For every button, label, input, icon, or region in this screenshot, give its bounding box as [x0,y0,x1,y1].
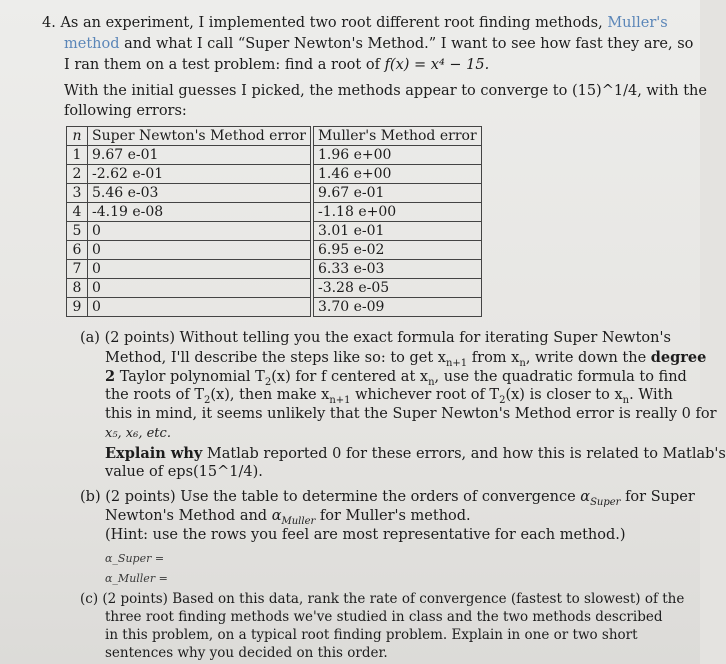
table-row: 5 0 3.01 e-01 [67,222,482,241]
muller-link[interactable]: Muller's [607,15,668,31]
part-b-line-1: (b) (2 points) Use the table to determine the orders of convergence $\alpha_{Super}$ for Super [80,489,695,508]
part-c-line-4: sentences why you decided on this order. [105,645,388,661]
part-a-line-4: the roots of $T_2(x)$, then make $x_{n+1}$ whichever root of $T_2(x)$ is closer to $x_n$. With [105,387,673,406]
alpha-muller-answer[interactable]: α_Muller = [105,572,168,585]
muller-link-continued[interactable]: method [64,36,120,52]
table-row: 9 0 3.70 e-09 [67,298,482,317]
problem-intro-line-2: method and what I call “Super Newton's Method.” I want to see how fast they are, so [64,36,694,52]
problem-intro-line-1: 4. As an experiment, I implemented two root different root finding methods, Muller's [42,15,668,31]
table-row: 2 -2.62 e-01 1.46 e+00 [67,165,482,184]
part-a-line-5: this in mind, it seems unlikely that the Super Newton's Method error is really 0 for [105,406,717,422]
header-super-newton: Super Newton's Method error [88,127,311,146]
alpha-super-answer[interactable]: α_Super = [105,552,165,565]
table-row: 6 0 6.95 e-02 [67,241,482,260]
table-row: 1 9.67 e-01 1.96 e+00 [67,146,482,165]
initial-guesses-line-2: following errors: [64,103,187,119]
part-a-line-3: 2 Taylor polynomial $T_2(x)$ for f centered at $x_n$, use the quadratic formula to find [105,368,687,388]
table-row: 7 0 6.33 e-03 [67,260,482,279]
error-table [66,126,482,317]
table-row: 8 0 -3.28 e-05 [67,279,482,298]
table-row: 4 -4.19 e-08 -1.18 e+00 [67,203,482,222]
part-b-hint: (Hint: use the rows you feel are most representative for each method.) [105,527,626,543]
problem-number: 4. [42,15,56,31]
part-c-line-1: (c) (2 points) Based on this data, rank the rate of convergence (fastest to slowest) of the [80,591,685,607]
part-a-line-7: Explain why Matlab reported 0 for these errors, and how this is related to Matlab's [105,445,726,462]
part-c-line-3: in this problem, on a typical root finding problem. Explain in one or two short [105,627,638,643]
part-a-line-2: Method, I'll describe the steps like so: to get $x_{n+1}$ from $x_n$, write down the degree [105,349,707,369]
part-b-line-2: Newton's Method and $\alpha_{Muller}$ for Muller's method. [105,508,471,527]
part-a-line-8: value of eps(15^1/4). [105,464,263,480]
function-formula: f(x) = x⁴ − 15. [384,57,490,73]
part-a-line-6: x₅, x₆, etc. [105,426,171,441]
table-header-row [67,127,482,146]
initial-guesses-line-1: With the initial guesses I picked, the methods appear to converge to (15)^1/4, with the [64,83,707,99]
header-n: n [67,127,88,146]
root-formula: (15)^1/4, [571,83,642,99]
problem-intro-line-3: I ran them on a test problem: find a root of f(x) = x⁴ − 15. [64,57,490,73]
table-row: 3 5.46 e-03 9.67 e-01 [67,184,482,203]
header-muller: Muller's Method error [313,127,481,146]
part-a-line-1: (a) (2 points) Without telling you the exact formula for iterating Super Newton's [80,330,671,346]
part-c-line-2: three root finding methods we've studied in class and the two methods described [105,609,663,625]
